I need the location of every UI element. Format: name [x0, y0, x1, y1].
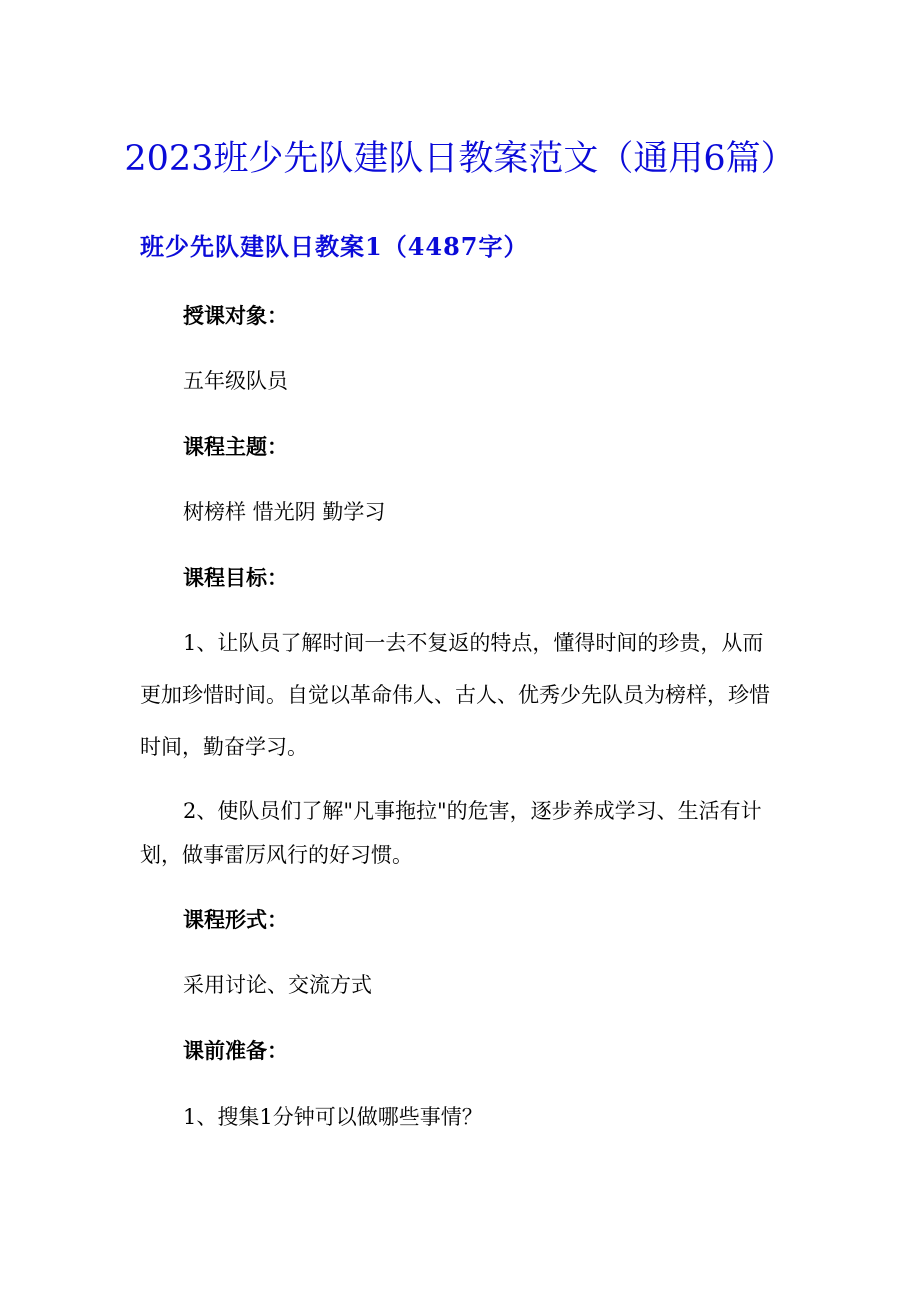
format-value: 采用讨论、交流方式 — [183, 973, 372, 997]
goal1-line2: 更加珍惜时间。自觉以革命伟人、古人、优秀少先队员为榜样，珍惜 — [140, 683, 770, 707]
format-label: 课程形式： — [183, 907, 288, 932]
goals-label: 课程目标： — [183, 565, 288, 590]
document-title: 2023班少先队建队日教案范文（通用6篇） — [124, 139, 796, 179]
goal1-line3: 时间，勤奋学习。 — [140, 735, 308, 759]
prep-item-1: 1、搜集1分钟可以做哪些事情？ — [183, 1105, 483, 1129]
goal2-line1: 2、使队员们了解"凡事拖拉"的危害，逐步养成学习、生活有计 — [183, 799, 762, 823]
goal2-line2: 划，做事雷厉风行的好习惯。 — [140, 843, 413, 867]
theme-value: 树榜样 惜光阴 勤学习 — [183, 500, 386, 524]
prep-label: 课前准备： — [183, 1038, 288, 1063]
goal1-line1: 1、让队员了解时间一去不复返的特点，懂得时间的珍贵，从而 — [183, 631, 764, 655]
audience-value: 五年级队员 — [183, 369, 288, 393]
section-heading: 班少先队建队日教案1（4487字） — [140, 232, 529, 261]
audience-label: 授课对象： — [183, 303, 288, 328]
theme-label: 课程主题： — [183, 434, 288, 459]
